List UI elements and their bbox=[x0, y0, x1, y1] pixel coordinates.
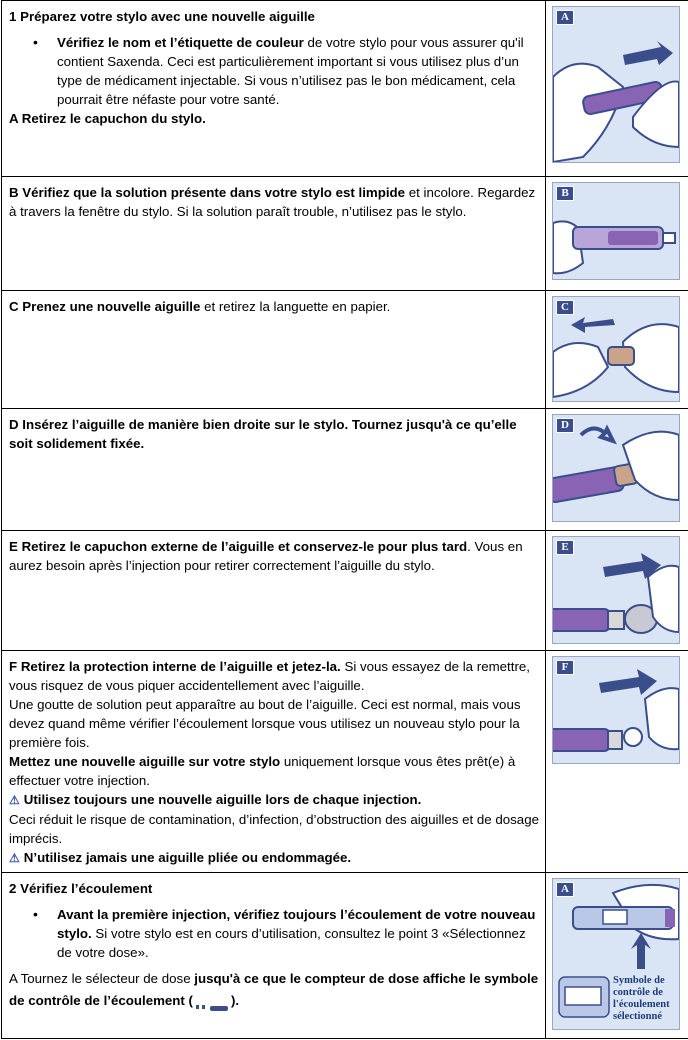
needle-attach-illustration bbox=[552, 414, 680, 522]
step-bold-text: E Retirez le capuchon externe de l’aiguille et conservez-le pour plus tard bbox=[9, 539, 468, 554]
step-instruction: A Retirez le capuchon du stylo. bbox=[9, 111, 206, 126]
list-item bbox=[57, 905, 539, 962]
flow-check-symbol-icon bbox=[193, 997, 231, 1005]
step-image-cell bbox=[546, 651, 688, 873]
step-badge: C bbox=[556, 300, 574, 315]
step-text: A Tournez le sélecteur de dose bbox=[9, 971, 195, 986]
section-title: 2 Vérifiez l’écoulement bbox=[9, 881, 153, 896]
step-row-b bbox=[2, 177, 688, 291]
step-row-1a bbox=[2, 1, 688, 177]
warning-icon: ⚠ bbox=[9, 793, 20, 807]
step-bold-text: F Retirez la protection interne de l’aiguille et jetez-la. bbox=[9, 659, 341, 674]
step-image-cell bbox=[546, 1, 688, 177]
step-badge: A bbox=[556, 10, 574, 25]
bullet-text: Si votre stylo est en cours d’utilisation, consultez le point 3 «Sélectionnez de votre dose». bbox=[57, 926, 526, 960]
step-image-cell bbox=[546, 873, 688, 1039]
step-bold-text: C Prenez une nouvelle aiguille bbox=[9, 299, 201, 314]
step-badge: E bbox=[556, 540, 574, 555]
step-row-c bbox=[2, 291, 688, 409]
warning-icon: ⚠ bbox=[9, 851, 20, 865]
bullet-list bbox=[9, 33, 539, 109]
bullet-bold-text: Avant la première injection, vérifiez toujours l’écoulement de votre nouveau stylo. bbox=[57, 907, 536, 941]
paper-tab-removal-illustration bbox=[552, 296, 680, 402]
step-row-e bbox=[2, 531, 688, 651]
step-image-cell bbox=[546, 409, 688, 531]
bullet-bold-text: Vérifiez le nom et l’étiquette de couleur bbox=[57, 35, 304, 50]
step-text: Une goutte de solution peut apparaître au bout de l’aiguille. Ceci est normal, mais vous devez quand même vérifier l’écoulement lorsque vous utilisez un nouveau stylo pour la première fois. bbox=[9, 697, 521, 750]
step-text: et incolore. Regardez à travers la fenêtre du stylo. Si la solution paraît trouble, n’utilisez pas le stylo. bbox=[9, 185, 536, 219]
step-row-d bbox=[2, 409, 688, 531]
section-title: 1 Préparez votre stylo avec une nouvelle aiguille bbox=[9, 9, 315, 24]
step-image-cell bbox=[546, 531, 688, 651]
warning-text: N’utilisez jamais une aiguille pliée ou endommagée. bbox=[23, 850, 352, 865]
flow-symbol-caption: Symbole de contrôle de l'écoulement sélectionné bbox=[613, 975, 670, 1022]
warning-text: Utilisez toujours une nouvelle aiguille lors de chaque injection. bbox=[23, 792, 422, 807]
step-text-cell bbox=[2, 1, 546, 177]
step-image-cell bbox=[546, 291, 688, 409]
step-text: Ceci réduit le risque de contamination, d’infection, d’obstruction des aiguilles et de dosage imprécis. bbox=[9, 812, 539, 846]
step-text-cell bbox=[2, 177, 546, 291]
step-image-cell bbox=[546, 177, 688, 291]
pen-cap-removal-illustration bbox=[552, 6, 680, 163]
list-item bbox=[57, 33, 539, 109]
step-bold-text: B Vérifiez que la solution présente dans votre stylo est limpide bbox=[9, 185, 406, 200]
step-bold-text: Mettez une nouvelle aiguille sur votre stylo bbox=[9, 754, 281, 769]
inner-cap-removal-illustration bbox=[552, 656, 680, 764]
step-bold-text: jusqu'à ce que le compteur de dose affiche le symbole de contrôle de l’écoulement ( bbox=[9, 971, 539, 1008]
step-row-f bbox=[2, 651, 688, 873]
step-text: uniquement lorsque vous êtes prêt(e) à effectuer votre injection. bbox=[9, 754, 516, 788]
step-text-cell bbox=[2, 651, 546, 873]
step-row-2a bbox=[2, 873, 688, 1039]
step-text: et retirez la languette en papier. bbox=[200, 299, 391, 314]
outer-cap-removal-illustration bbox=[552, 536, 680, 644]
step-text: . Vous en aurez besoin après l’injection pour retirer correctement l’aiguille du stylo. bbox=[9, 539, 523, 573]
bullet-text: de votre stylo pour vous assurer qu'il contient Saxenda. Ceci est particulièrement important si vous utilisez plus d’un type de médicament injectable. Si vous n’utilisez pas le bon médicament, cela pourrait être néfaste pour votre santé. bbox=[57, 35, 524, 107]
step-badge: A bbox=[556, 882, 574, 897]
step-text-cell bbox=[2, 409, 546, 531]
step-text: Si vous essayez de la remettre, vous risquez de vous piquer accidentellement avec l’aiguille. bbox=[9, 659, 530, 693]
step-badge: D bbox=[556, 418, 574, 433]
step-bold-text: ). bbox=[230, 993, 240, 1008]
step-text-cell bbox=[2, 291, 546, 409]
step-text-cell bbox=[2, 873, 546, 1039]
instructions-table bbox=[1, 0, 688, 1039]
step-bold-text: D Insérez l’aiguille de manière bien droite sur le stylo. Tournez jusqu'à ce qu’elle soit solidement fixée. bbox=[9, 417, 517, 451]
pen-window-illustration bbox=[552, 182, 680, 280]
bullet-list bbox=[9, 905, 539, 962]
step-text-cell bbox=[2, 531, 546, 651]
dose-selector-illustration bbox=[552, 878, 680, 1030]
step-badge: B bbox=[556, 186, 574, 201]
step-badge: F bbox=[556, 660, 574, 675]
